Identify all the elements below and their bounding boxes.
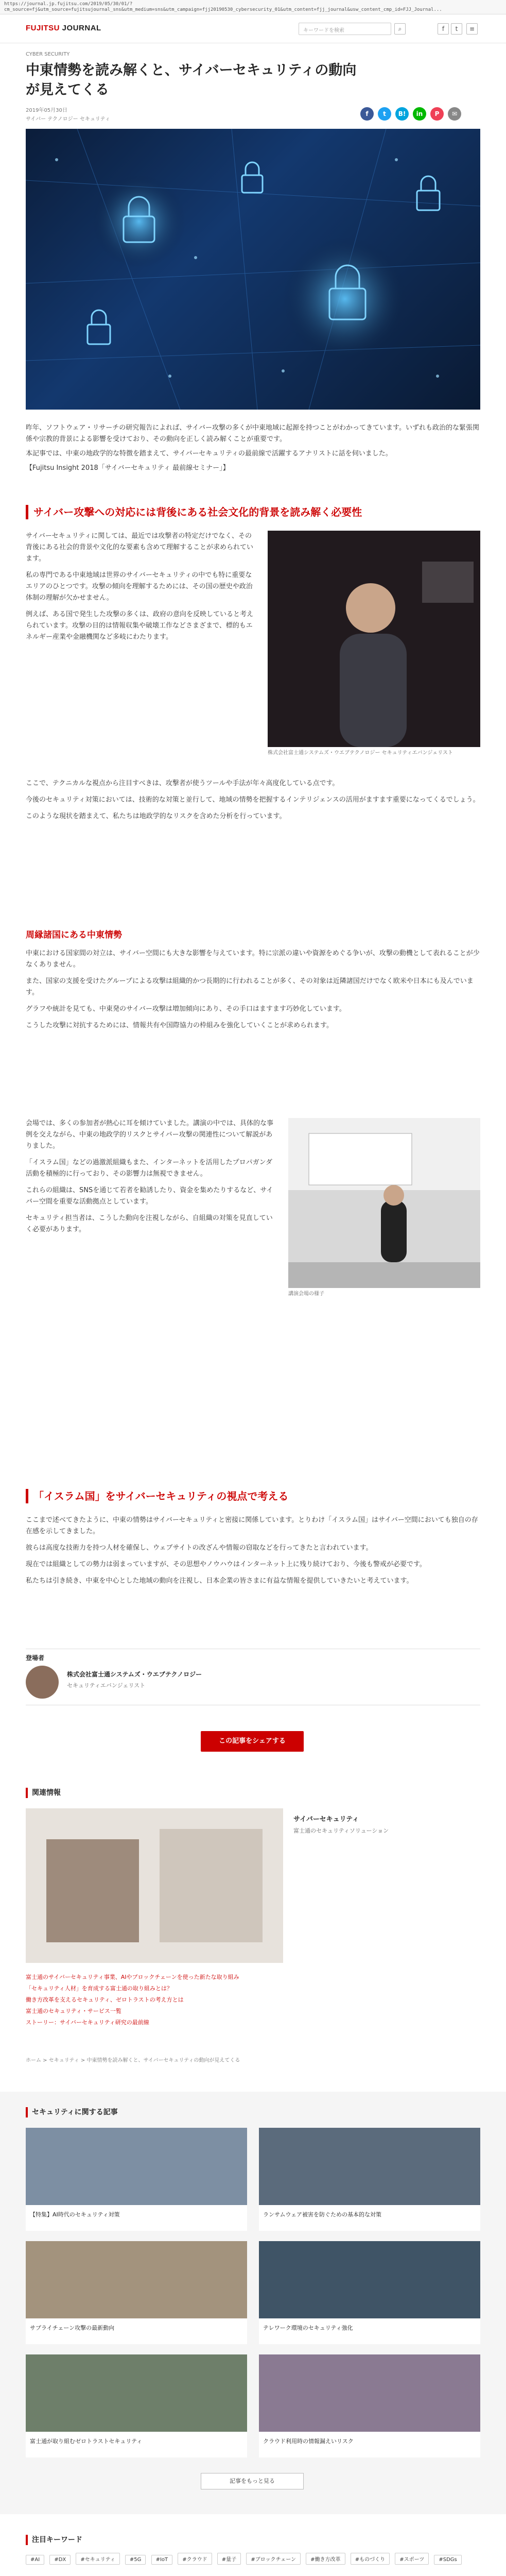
keyword-chip[interactable]: #クラウド bbox=[178, 2553, 212, 2565]
body-paragraph: 例えば、ある国で発生した攻撃の多くは、政府の意向を反映していると考えられています。攻撃の目的は情報収集や破壊工作などさまざまで、標的もエネルギー産業や金融機関など多岐にわたります。 bbox=[26, 611, 254, 641]
site-logo[interactable] bbox=[26, 24, 101, 32]
keyword-chip[interactable]: #セキュリティ bbox=[76, 2553, 119, 2565]
share-cta-button[interactable]: この記事をシェアする bbox=[201, 1731, 304, 1752]
body-paragraph: サイバーセキュリティに関しては、最近では攻撃者の特定だけでなく、その背後にある社会的背景や文化的な要素も含めて理解することが求められています。 bbox=[26, 532, 254, 563]
article-card-title: テレワーク環境のセキュリティ強化 bbox=[263, 2325, 353, 2331]
profile-role: セキュリティエバンジェリスト bbox=[67, 1682, 146, 1689]
article-card[interactable] bbox=[259, 2128, 480, 2231]
section1-text bbox=[26, 531, 257, 643]
profile-label: 登場者 bbox=[26, 1654, 45, 1662]
intro-paragraph: 昨年、ソフトウェア・リサーチの研究報告によれば、サイバー攻撃の多くが中東地域に起源を持つことがわかってきています。いずれも政治的な緊張関係や宗教的背景による影響を受けており、その動向を正しく読み解くことが重要です。 bbox=[26, 424, 480, 443]
more-articles-title: セキュリティに関する記事 bbox=[26, 2107, 118, 2117]
keywords-title: 注目キーワード bbox=[26, 2535, 82, 2545]
hero-image bbox=[26, 129, 480, 410]
body-paragraph: このような現状を踏まえて、私たちは地政学的なリスクを含めた分析を行っています。 bbox=[26, 812, 286, 820]
keyword-chips bbox=[26, 2553, 480, 2568]
facebook-icon[interactable]: f bbox=[438, 23, 449, 35]
body-paragraph: 「イスラム国」などの過激派組織もまた、インターネットを活用したプロパガンダ活動を積極的に行っており、その影響力は無視できません。 bbox=[26, 1159, 273, 1178]
hatena-share-button[interactable]: B! bbox=[395, 107, 409, 121]
related-title: 関連情報 bbox=[26, 1788, 61, 1798]
twitter-share-button[interactable]: t bbox=[378, 107, 391, 121]
related-card-title[interactable]: サイバーセキュリティ bbox=[293, 1816, 359, 1823]
article-card[interactable] bbox=[26, 2128, 247, 2231]
keyword-chip[interactable]: #働き方改革 bbox=[306, 2553, 345, 2565]
keyword-chip[interactable]: #ブロックチェーン bbox=[246, 2553, 301, 2565]
article-card-title: ランサムウェア被害を防ぐための基本的な対策 bbox=[263, 2211, 382, 2218]
section2-text bbox=[26, 948, 480, 1031]
related-thumbnail[interactable] bbox=[26, 1808, 283, 1963]
section1b-text bbox=[26, 778, 480, 822]
profile-name: 株式会社富士通システムズ・ウエブテクノロジー bbox=[67, 1671, 202, 1678]
intro-text bbox=[26, 422, 480, 474]
body-paragraph: ここで、テクニカルな視点から注目すべきは、攻撃者が使うツールや手法が年々高度化している点です。 bbox=[26, 779, 339, 787]
related-link[interactable]: 富士通のセキュリティ・サービス一覧 bbox=[26, 2008, 121, 2014]
profile-box bbox=[26, 1649, 480, 1705]
related-link[interactable]: 働き方改革を支えるセキュリティ、ゼロトラストの考え方とは bbox=[26, 1996, 184, 2003]
article-card[interactable] bbox=[26, 2241, 247, 2344]
title-line-2: が見えてくる bbox=[26, 82, 109, 98]
keyword-chip[interactable]: #ものづくり bbox=[351, 2553, 390, 2565]
article-card-thumb bbox=[259, 2128, 480, 2205]
body-paragraph: 彼らは高度な技術力を持つ人材を確保し、ウェブサイトの改ざんや情報の窃取などを行ってきたと言われています。 bbox=[26, 1544, 373, 1552]
body-paragraph: こうした攻撃に対抗するためには、情報共有や国際協力の枠組みを強化していくことが求められます。 bbox=[26, 1022, 333, 1029]
article-tags[interactable]: サイバー テクノロジー セキュリティ bbox=[26, 116, 110, 122]
breadcrumb[interactable]: ホーム > セキュリティ > 中東情勢を読み解くと、サイバーセキュリティの動向が見えてくる bbox=[26, 2058, 240, 2063]
search-icon[interactable]: ⌕ bbox=[394, 23, 406, 35]
related-card-sub: 富士通のセキュリティソリューション bbox=[293, 1827, 389, 1834]
body-paragraph: 私たちは引き続き、中東を中心とした地域の動向を注視し、日本企業の皆さまに有益な情報を提供していきたいと考えています。 bbox=[26, 1577, 413, 1585]
article-card-thumb bbox=[259, 2354, 480, 2432]
article-card-title: 【特集】AI時代のセキュリティ対策 bbox=[30, 2211, 120, 2218]
speaker-caption: 株式会社富士通システムズ・ウエブテクノロジー セキュリティエバンジェリスト bbox=[268, 750, 453, 756]
section4-text bbox=[26, 1515, 480, 1587]
more-articles-button[interactable]: 記事をもっと見る bbox=[201, 2473, 304, 2489]
avatar bbox=[26, 1666, 59, 1699]
article-card-thumb bbox=[26, 2354, 247, 2432]
page-title bbox=[26, 61, 480, 100]
related-link[interactable]: 「セキュリティ人材」を育成する富士通の取り組みとは？ bbox=[26, 1985, 172, 1992]
keyword-chip[interactable]: #量子 bbox=[217, 2553, 241, 2565]
speaker-photo bbox=[268, 531, 480, 747]
mail-share-button[interactable]: ✉ bbox=[448, 107, 461, 121]
article-card-thumb bbox=[26, 2241, 247, 2318]
logo-brand: FUJITSU bbox=[26, 24, 60, 32]
cyber-network-illustration bbox=[26, 129, 480, 410]
title-line-1: 中東情勢を読み解くと、サイバーセキュリティの動向 bbox=[26, 62, 357, 78]
section-heading: サイバー攻撃への対応には背後にある社会文化的背景を読み解く必要性 bbox=[26, 505, 480, 519]
article-card[interactable] bbox=[259, 2354, 480, 2458]
search-input[interactable]: キーワードを検索 bbox=[299, 23, 391, 35]
body-paragraph: また、国家の支援を受けたグループによる攻撃は組織的かつ長期的に行われることが多く、その対象は近隣諸国だけでなく欧米や日本にも及んでいます。 bbox=[26, 977, 474, 996]
article-card-title: 富士通が取り組むゼロトラストセキュリティ bbox=[30, 2438, 143, 2445]
facebook-share-button[interactable]: f bbox=[360, 107, 374, 121]
body-paragraph: 現在では組織としての勢力は弱まっていますが、その思想やノウハウはインターネット上に残り続けており、今後も警戒が必要です。 bbox=[26, 1561, 426, 1568]
share-bar bbox=[360, 107, 480, 123]
related-link[interactable]: 富士通のサイバーセキュリティ事業、AIやブロックチェーンを使った新たな取り組み bbox=[26, 1974, 239, 1980]
intro-event-link[interactable]: 【Fujitsu Insight 2018「サイバーセキュリティ 最前線セミナー」】 bbox=[26, 464, 230, 472]
section-heading: 「イスラム国」をサイバーセキュリティの視点で考える bbox=[26, 1489, 480, 1503]
body-paragraph: ここまで述べてきたように、中東の情勢はサイバーセキュリティと密接に関係しています。とりわけ「イスラム国」はサイバー空間においても独自の存在感を示してきました。 bbox=[26, 1516, 478, 1535]
hamburger-icon[interactable]: ≡ bbox=[466, 23, 478, 35]
keyword-chip[interactable]: #IoT bbox=[151, 2555, 173, 2565]
body-paragraph: 会場では、多くの参加者が熱心に耳を傾けていました。講演の中では、具体的な事例を交えながら、中東の地政学的リスクとサイバー攻撃の関連性について解説がありました。 bbox=[26, 1120, 274, 1150]
article-card-title: サプライチェーン攻撃の最新動向 bbox=[30, 2325, 115, 2331]
logo-section: JOURNAL bbox=[60, 24, 101, 32]
line-share-button[interactable]: in bbox=[413, 107, 426, 121]
venue-photo bbox=[288, 1118, 480, 1288]
related-links bbox=[26, 1973, 480, 2027]
keyword-chip[interactable]: #AI bbox=[26, 2555, 44, 2565]
body-paragraph: 中東における国家間の対立は、サイバー空間にも大きな影響を与えています。特に宗派の違いや資源をめぐる争いが、攻撃の動機として表れることが少なくありません。 bbox=[26, 950, 480, 969]
article-card-title: クラウド利用時の情報漏えいリスク bbox=[263, 2438, 354, 2445]
keyword-chip[interactable]: #DX bbox=[49, 2555, 71, 2565]
browser-url-bar[interactable]: https://journal.jp.fujitsu.com/2019/05/30/01/?cm_source=fj&utm_source=fujitsujournal_sns&utm_medium=sns&utm_campaign=fjj20190530_cybersecurity_01&utm_content=fjj_journal&usw_content_cmp_id=FJJ_Journal... bbox=[0, 0, 506, 14]
keyword-chip[interactable]: #5G bbox=[125, 2555, 146, 2565]
keyword-chip[interactable]: #スポーツ bbox=[395, 2553, 429, 2565]
venue-caption: 講演会場の様子 bbox=[288, 1291, 324, 1297]
related-link[interactable]: ストーリー：サイバーセキュリティ研究の最前線 bbox=[26, 2019, 149, 2026]
pocket-share-button[interactable]: P bbox=[430, 107, 444, 121]
article-card-thumb bbox=[26, 2128, 247, 2205]
article-date: 2019年05月30日 bbox=[26, 108, 67, 113]
article-card[interactable] bbox=[259, 2241, 480, 2344]
intro-paragraph: 本記事では、中東の地政学的な特徴を踏まえて、サイバーセキュリティの最前線で活躍するアナリストに話を伺いました。 bbox=[26, 450, 392, 457]
subsection-heading: 周縁諸国にある中東情勢 bbox=[26, 930, 122, 940]
body-paragraph: これらの組織は、SNSを通じて若者を勧誘したり、資金を集めたりするなど、サイバー空間を重要な活動拠点としています。 bbox=[26, 1187, 273, 1206]
twitter-icon[interactable]: t bbox=[451, 23, 462, 35]
body-paragraph: 私の専門である中東地域は世界のサイバーセキュリティの中でも特に重要なエリアのひとつです。攻撃の傾向を理解するためには、その国の歴史や政治体制の理解が欠かせません。 bbox=[26, 571, 253, 602]
site-header bbox=[0, 14, 506, 43]
article-card[interactable] bbox=[26, 2354, 247, 2458]
article-card-thumb bbox=[259, 2241, 480, 2318]
keyword-chip[interactable]: #SDGs bbox=[434, 2555, 461, 2565]
body-paragraph: グラフや統計を見ても、中東発のサイバー攻撃は増加傾向にあり、その手口はますます巧妙化しています。 bbox=[26, 1005, 346, 1013]
body-paragraph: 今後のセキュリティ対策においては、技術的な対策と並行して、地域の情勢を把握するインテリジェンスの活用がますます重要になってくるでしょう。 bbox=[26, 796, 480, 804]
article-category[interactable]: CYBER SECURITY bbox=[26, 52, 70, 57]
body-paragraph: セキュリティ担当者は、こうした動向を注視しながら、自組織の対策を見直していく必要があります。 bbox=[26, 1214, 273, 1233]
section3-text bbox=[26, 1118, 278, 1235]
